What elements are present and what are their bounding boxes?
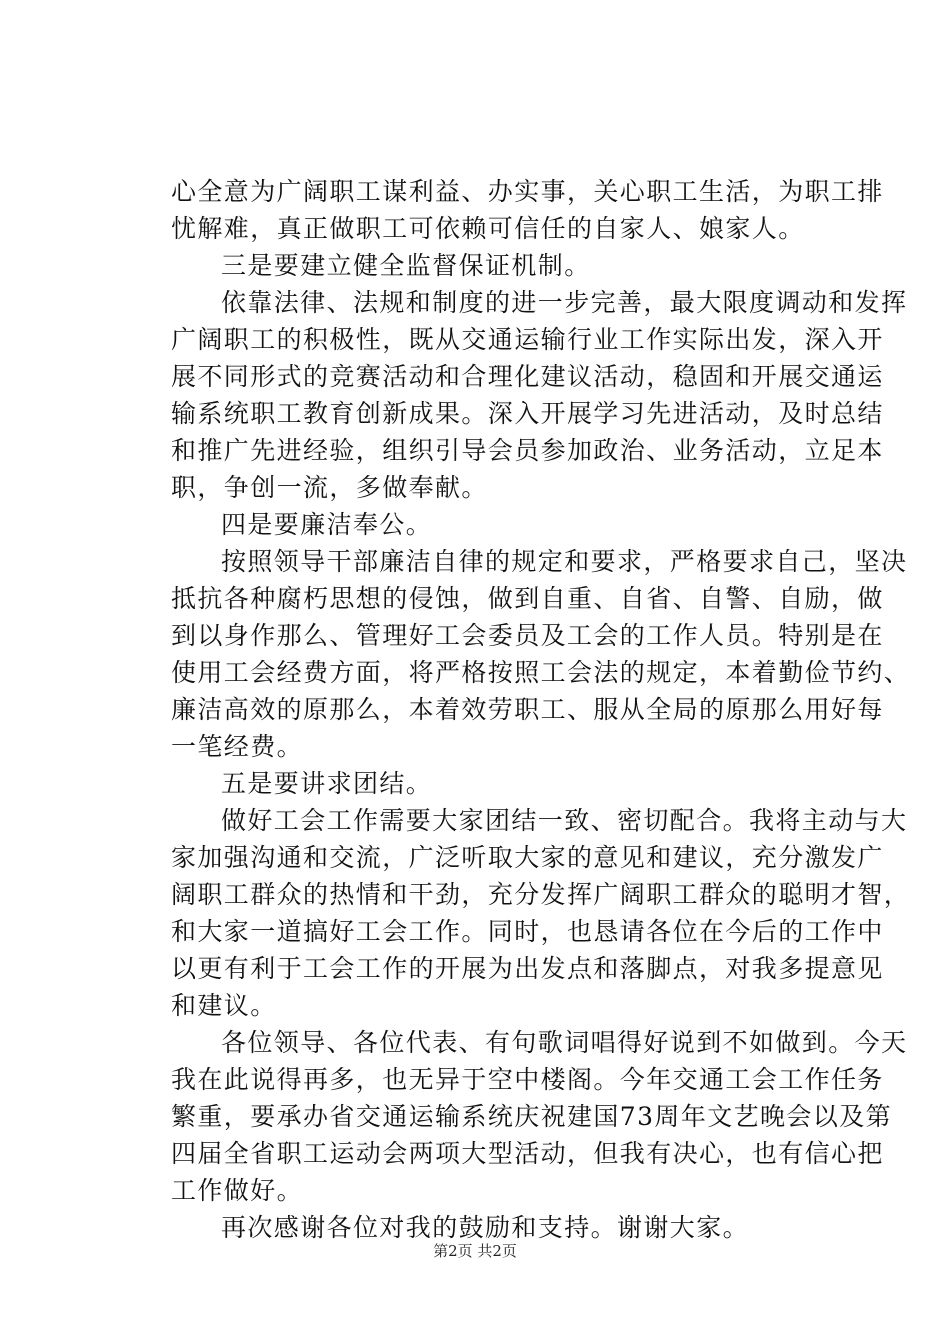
text-line: 家加强沟通和交流，广泛听取大家的意见和建议，充分激发广 [171,843,884,872]
text-line: 展不同形式的竞赛活动和合理化建议活动，稳固和开展交通运 [171,362,884,391]
text-line: 再次感谢各位对我的鼓励和支持。谢谢大家。 [221,1213,750,1242]
text-line: 和大家一道搞好工会工作。同时，也恳请各位在今后的工作中 [171,917,884,946]
page-footer: 第2页 共2页 [433,1242,517,1260]
text-line: 廉洁高效的原那么，本着效劳职工、服从全局的原那么用好每 [171,695,884,724]
text-line: 按照领导干部廉洁自律的规定和要求，严格要求自己，坚决 [221,547,908,576]
text-line: 抵抗各种腐朽思想的侵蚀，做到自重、自省、自警、自励，做 [171,584,884,613]
text-line: 一笔经费。 [171,732,304,761]
text-line: 输系统职工教育创新成果。深入开展学习先进活动，及时总结 [171,399,884,428]
text-line: 做好工会工作需要大家团结一致、密切配合。我将主动与大 [221,806,908,835]
text-line: 到以身作那么、管理好工会委员及工会的工作人员。特别是在 [171,621,884,650]
text-line: 阔职工群众的热情和干劲，充分发挥广阔职工群众的聪明才智， [171,880,911,909]
text-line: 和推广先进经验，组织引导会员参加政治、业务活动，立足本 [171,436,884,465]
text-line: 四是要廉洁奉公。 [221,510,433,539]
text-line: 广阔职工的积极性，既从交通运输行业工作实际出发，深入开 [171,325,884,354]
text-line: 忧解难，真正做职工可依赖可信任的自家人、娘家人。 [171,214,805,243]
text-line: 心全意为广阔职工谋利益、办实事，关心职工生活，为职工排 [171,177,884,206]
text-line: 我在此说得再多，也无异于空中楼阁。今年交通工会工作任务 [171,1065,884,1094]
text-line: 各位领导、各位代表、有句歌词唱得好说到不如做到。今天 [221,1028,908,1057]
text-line: 四届全省职工运动会两项大型活动，但我有决心，也有信心把 [171,1139,884,1168]
text-line: 五是要讲求团结。 [221,769,433,798]
text-line: 依靠法律、法规和制度的进一步完善，最大限度调动和发挥 [221,288,908,317]
text-line: 工作做好。 [171,1176,304,1205]
text-line: 三是要建立健全监督保证机制。 [221,251,591,280]
text-line: 和建议。 [171,991,277,1020]
text-line: 以更有利于工会工作的开展为出发点和落脚点，对我多提意见 [171,954,884,983]
text-line: 使用工会经费方面，将严格按照工会法的规定，本着勤俭节约、 [171,658,911,687]
text-line: 繁重，要承办省交通运输系统庆祝建国73周年文艺晚会以及第 [171,1102,893,1131]
document-body [171,173,911,1246]
text-line: 职，争创一流，多做奉献。 [171,473,488,502]
